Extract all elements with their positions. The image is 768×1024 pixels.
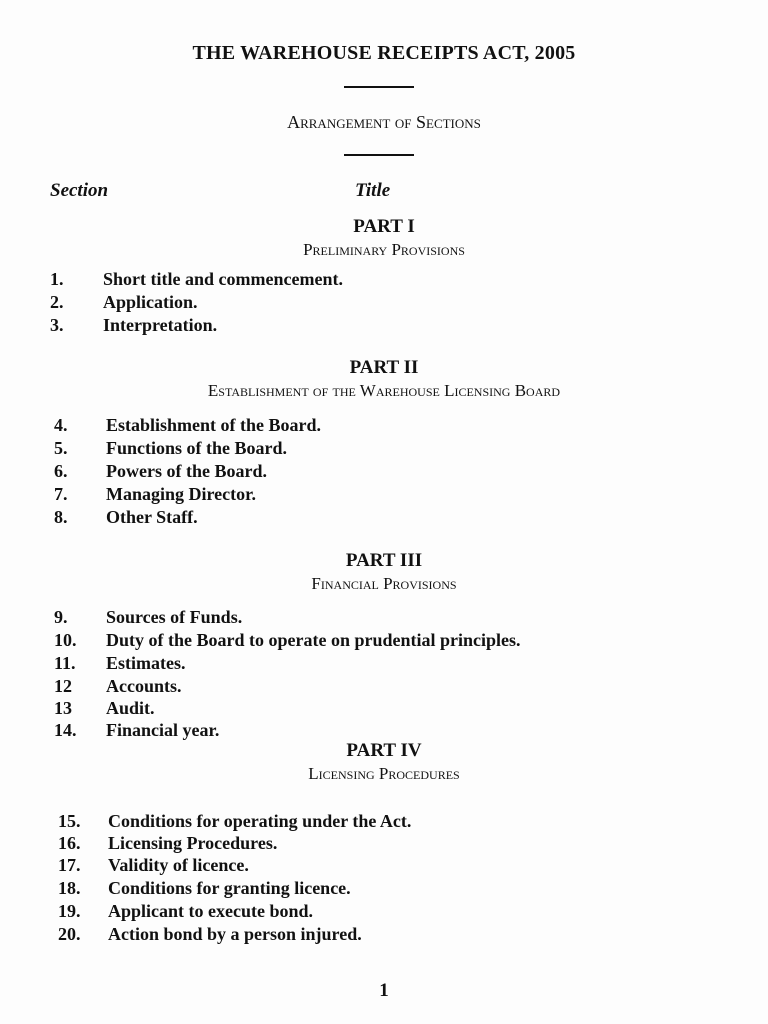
part-heading: PART I — [353, 216, 415, 237]
part-subheading: Preliminary Provisions — [303, 240, 465, 259]
page-number: 1 — [379, 980, 389, 1001]
section-title: Financial year. — [106, 720, 220, 740]
section-number: 12 — [54, 676, 72, 696]
arrangement-rule — [344, 154, 414, 156]
section-title: Conditions for operating under the Act. — [108, 811, 412, 831]
section-title: Conditions for granting licence. — [108, 878, 351, 898]
section-title: Accounts. — [106, 676, 182, 696]
section-number: 2. — [50, 292, 64, 312]
section-number: 19. — [58, 901, 81, 921]
section-title: Functions of the Board. — [106, 438, 288, 458]
section-number: 13 — [54, 698, 72, 718]
section-title: Action bond by a person injured. — [108, 924, 362, 944]
section-title: Audit. — [106, 698, 155, 718]
section-number: 11. — [54, 653, 76, 673]
section-number: 8. — [54, 507, 68, 527]
section-title: Application. — [103, 292, 198, 312]
section-number: 15. — [58, 811, 81, 831]
section-number: 3. — [50, 315, 64, 335]
part-subheading: Financial Provisions — [311, 574, 457, 593]
section-number: 5. — [54, 438, 68, 458]
section-number: 6. — [54, 461, 68, 481]
section-title: Applicant to execute bond. — [108, 901, 314, 921]
part-subheading: Establishment of the Warehouse Licensing Board — [207, 381, 561, 400]
section-number: 18. — [58, 878, 81, 898]
section-number: 4. — [54, 415, 68, 435]
section-title: Interpretation. — [103, 315, 218, 335]
section-number: 16. — [58, 833, 81, 853]
arrangement-heading: Arrangement of Sections — [287, 112, 481, 132]
section-title: Powers of the Board. — [106, 461, 267, 481]
document-title: THE WAREHOUSE RECEIPTS ACT, 2005 — [192, 42, 576, 64]
section-number: 1. — [50, 269, 64, 289]
part-subheading: Licensing Procedures — [308, 764, 460, 783]
section-column-label: Section — [50, 180, 109, 201]
title-column-label: Title — [355, 180, 391, 201]
section-title: Estimates. — [106, 653, 186, 673]
title-rule — [344, 86, 414, 88]
section-number: 9. — [54, 607, 68, 627]
section-number: 7. — [54, 484, 68, 504]
section-title: Establishment of the Board. — [106, 415, 322, 435]
part-heading: PART II — [349, 357, 419, 378]
section-title: Sources of Funds. — [106, 607, 243, 627]
part-heading: PART IV — [346, 740, 422, 761]
section-title: Licensing Procedures. — [108, 833, 278, 853]
section-title: Validity of licence. — [108, 855, 249, 875]
section-number: 20. — [58, 924, 81, 944]
part-heading: PART III — [345, 550, 423, 571]
section-number: 17. — [58, 855, 81, 875]
section-title: Short title and commencement. — [103, 269, 343, 289]
section-number: 10. — [54, 630, 77, 650]
section-title: Other Staff. — [106, 507, 198, 527]
section-number: 14. — [54, 720, 77, 740]
section-title: Duty of the Board to operate on prudential principles. — [106, 630, 521, 650]
section-title: Managing Director. — [106, 484, 256, 504]
